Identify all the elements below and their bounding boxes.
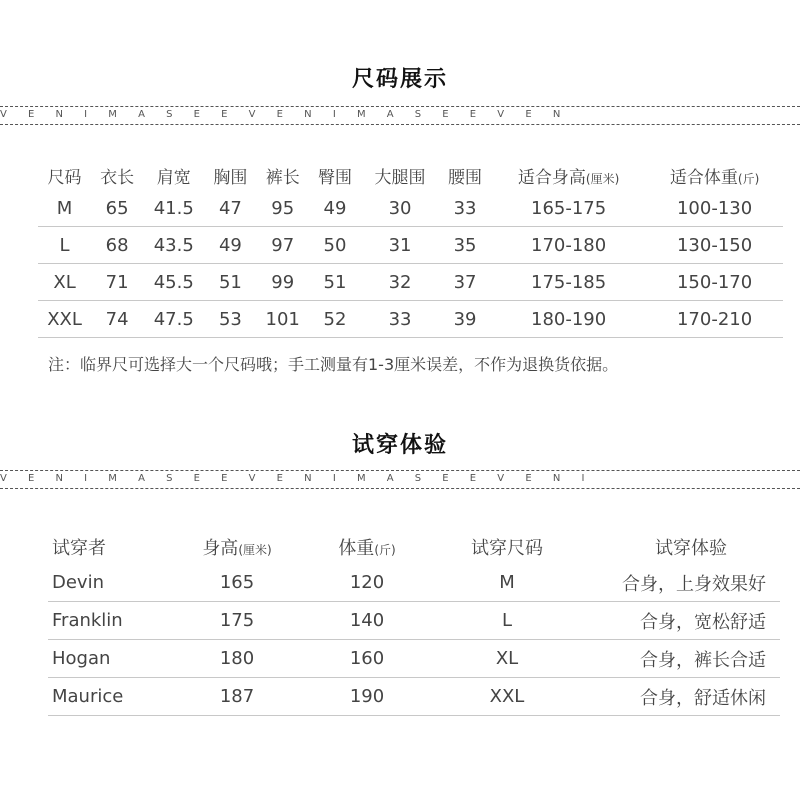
- cell: 95: [256, 190, 309, 227]
- cell: 39: [439, 301, 491, 338]
- tester-height: 180: [182, 640, 292, 678]
- cell: L: [38, 227, 91, 264]
- cell: 50: [309, 227, 361, 264]
- cell: 33: [361, 301, 439, 338]
- tester-height: 187: [182, 678, 292, 716]
- size-table-header: [38, 160, 783, 190]
- tester-name: Franklin: [48, 602, 182, 640]
- cell: 180-190: [491, 301, 646, 338]
- tester-row: [48, 564, 780, 602]
- header-experience: 试穿体验: [655, 538, 727, 559]
- divider-line-top: [0, 470, 800, 471]
- size-row: [38, 264, 783, 301]
- cell: 97: [256, 227, 309, 264]
- cell: 165-175: [491, 190, 646, 227]
- cell: M: [38, 190, 91, 227]
- tester-size: XXL: [442, 678, 572, 716]
- cell: 99: [256, 264, 309, 301]
- tester-weight: 160: [292, 640, 442, 678]
- cell: 68: [91, 227, 143, 264]
- size-row: [38, 227, 783, 264]
- tester-name: Hogan: [48, 640, 182, 678]
- cell: 45.5: [143, 264, 204, 301]
- header-height-label: 身高: [202, 538, 239, 559]
- cell: 175-185: [491, 264, 646, 301]
- header-length: 衣长: [100, 167, 135, 188]
- header-try-size: 试穿尺码: [471, 538, 543, 559]
- header-weight-label: 体重: [338, 538, 375, 559]
- cell: 170-180: [491, 227, 646, 264]
- tester-weight: 190: [292, 678, 442, 716]
- header-size: 尺码: [47, 167, 82, 188]
- cell: 74: [91, 301, 143, 338]
- brand-divider: [0, 106, 800, 126]
- measurement-note: 注：临界尺可选择大一个尺码哦；手工测量有1-3厘米误差，不作为退换货依据。: [48, 355, 619, 374]
- cell: 52: [309, 301, 361, 338]
- tester-size: L: [442, 602, 572, 640]
- header-thigh: 大腿围: [374, 167, 426, 188]
- header-weight: [292, 530, 442, 564]
- tester-experience: 合身，舒适休闲: [572, 678, 780, 716]
- cell: XL: [38, 264, 91, 301]
- cell: 43.5: [143, 227, 204, 264]
- tester-experience: 合身，上身效果好: [572, 564, 780, 602]
- tester-height: 165: [182, 564, 292, 602]
- size-row: [38, 301, 783, 338]
- divider-line-top: [0, 106, 800, 107]
- cell: 71: [91, 264, 143, 301]
- cell: 65: [91, 190, 143, 227]
- cell: XXL: [38, 301, 91, 338]
- cell: 100-130: [646, 190, 783, 227]
- tester-experience: 合身，宽松舒适: [572, 602, 780, 640]
- cell: 51: [309, 264, 361, 301]
- try-section-title: 试穿体验: [351, 433, 448, 458]
- cell: 41.5: [143, 190, 204, 227]
- cell: 53: [204, 301, 256, 338]
- divider-line-bottom: [0, 488, 800, 489]
- tester-size: M: [442, 564, 572, 602]
- try-table-header: [48, 530, 780, 564]
- header-height-unit: (厘米): [238, 543, 272, 557]
- cell: 33: [439, 190, 491, 227]
- tester-row: [48, 678, 780, 716]
- cell: 101: [256, 301, 309, 338]
- cell: 35: [439, 227, 491, 264]
- size-table: [38, 160, 783, 338]
- divider-line-bottom: [0, 124, 800, 125]
- header-waist: 腰围: [448, 167, 483, 188]
- cell: 49: [204, 227, 256, 264]
- cell: 130-150: [646, 227, 783, 264]
- header-weight-label: 适合体重: [669, 167, 738, 188]
- header-tester: 试穿者: [52, 538, 106, 559]
- cell: 170-210: [646, 301, 783, 338]
- header-height-label: 适合身高: [517, 167, 586, 188]
- tester-name: Devin: [48, 564, 182, 602]
- cell: 51: [204, 264, 256, 301]
- size-section-title: 尺码展示: [351, 67, 448, 92]
- header-chest: 胸围: [213, 167, 248, 188]
- size-row: [38, 190, 783, 227]
- header-shoulder: 肩宽: [156, 167, 191, 188]
- brand-strip: V E N I M A S E E V E N I M A S E E V E N I: [0, 473, 594, 484]
- header-height-unit: (厘米): [585, 171, 620, 186]
- header-weight-unit: (斤): [374, 543, 396, 557]
- tester-experience: 合身，裤长合适: [572, 640, 780, 678]
- tester-size: XL: [442, 640, 572, 678]
- cell: 49: [309, 190, 361, 227]
- header-height: [182, 530, 292, 564]
- tester-name: Maurice: [48, 678, 182, 716]
- tester-weight: 120: [292, 564, 442, 602]
- cell: 47: [204, 190, 256, 227]
- header-hip: 臀围: [318, 167, 352, 188]
- header-weight-unit: (斤): [737, 171, 760, 186]
- tester-row: [48, 640, 780, 678]
- tester-height: 175: [182, 602, 292, 640]
- cell: 31: [361, 227, 439, 264]
- cell: 150-170: [646, 264, 783, 301]
- cell: 30: [361, 190, 439, 227]
- brand-strip: V E N I M A S E E V E N I M A S E E V E N: [0, 109, 570, 120]
- header-height: [491, 160, 646, 190]
- tester-weight: 140: [292, 602, 442, 640]
- header-pants-length: 裤长: [265, 167, 300, 188]
- cell: 32: [361, 264, 439, 301]
- cell: 37: [439, 264, 491, 301]
- header-weight: [646, 160, 783, 190]
- brand-divider: [0, 470, 800, 490]
- try-on-table: [48, 530, 780, 716]
- tester-row: [48, 602, 780, 640]
- cell: 47.5: [143, 301, 204, 338]
